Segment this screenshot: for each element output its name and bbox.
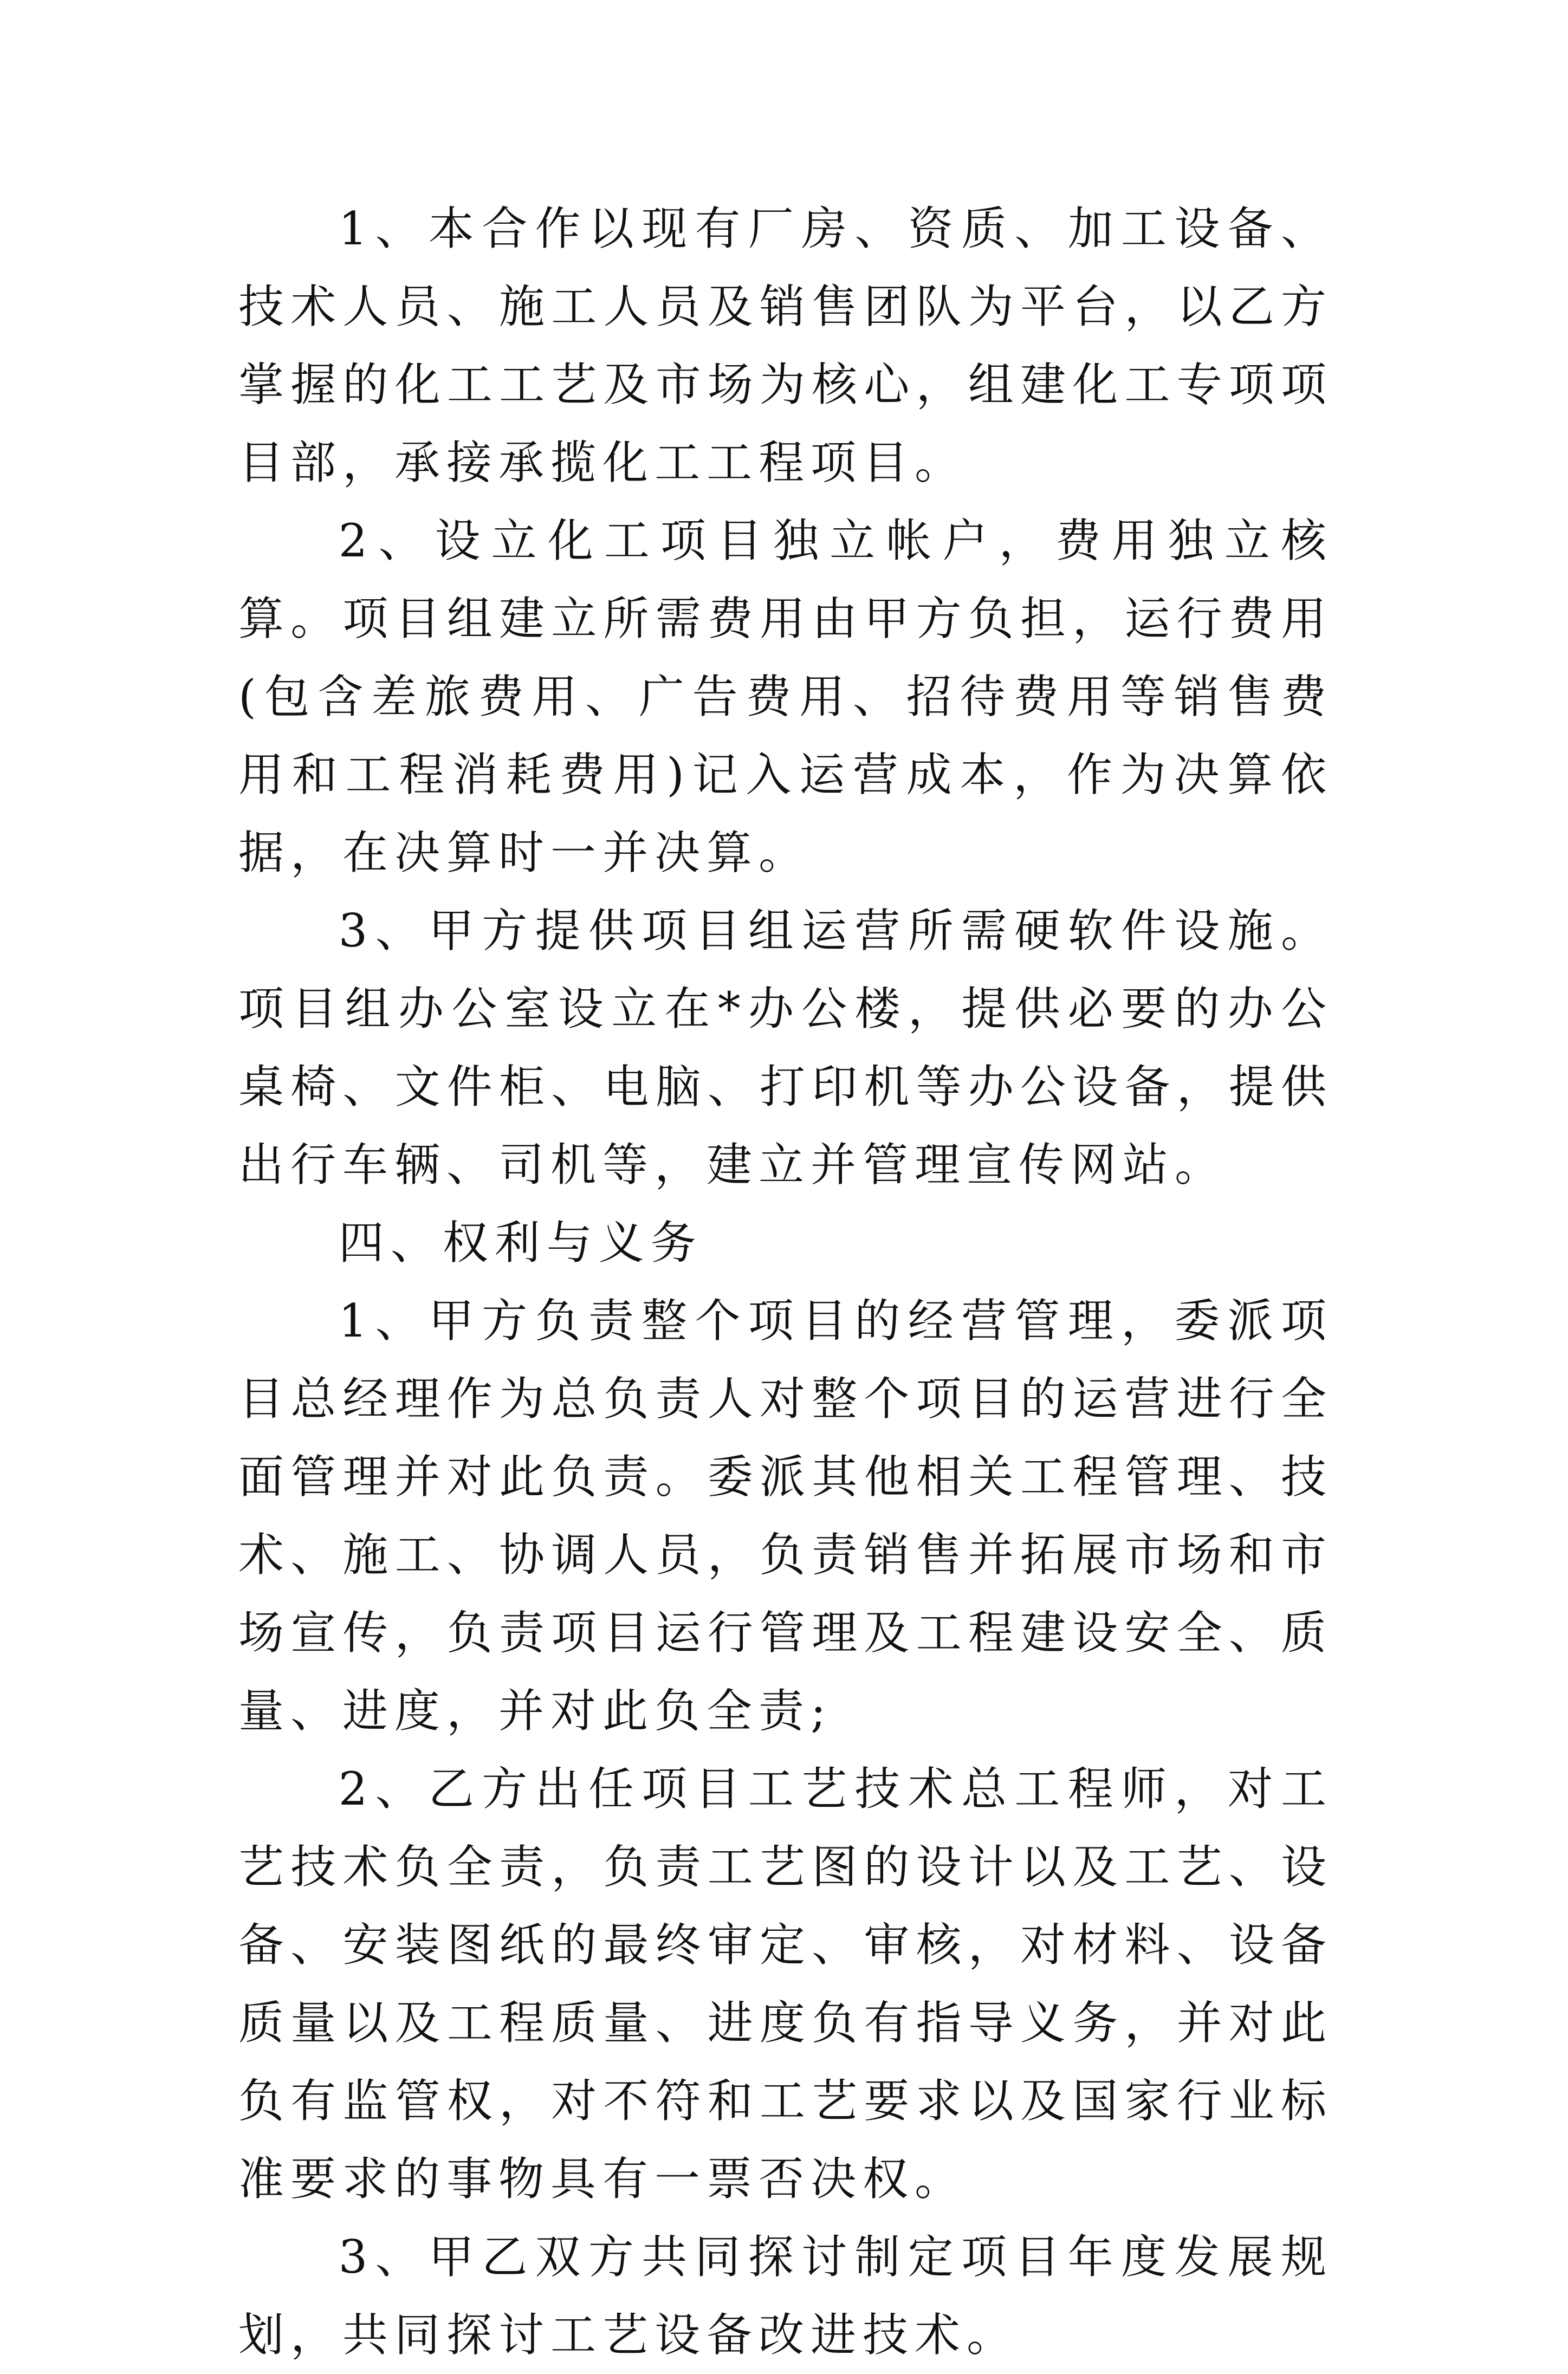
paragraph-3: 3、甲方提供项目组运营所需硬软件设施。项目组办公室设立在*办公楼，提供必要的办公桌椅、文件柜、电脑、打印机等办公设备，提供出行车辆、司机等，建立并管理宣传网站。 (238, 904, 1333, 1191)
document-body (238, 190, 1333, 2374)
section-heading-rights-obligations: 四、权利与义务 (338, 1216, 703, 1269)
paragraph-2: 2、设立化工项目独立帐户，费用独立核算。项目组建立所需费用由甲方负担，运行费用(包含差旅费用、广告费用、招待费用等销售费用和工程消耗费用)记入运营成本，作为决算依据，在决算时一并决算。 (238, 514, 1333, 879)
paragraph-6: 2、乙方出任项目工艺技术总工程师，对工艺技术负全责，负责工艺图的设计以及工艺、设备、安装图纸的最终审定、审核，对材料、设备质量以及工程质量、进度负有指导义务，并对此负有监管权，对不符和工艺要求以及国家行业标准要求的事物具有一票否决权。 (238, 1762, 1333, 2206)
paragraph-7: 3、甲乙双方共同探讨制定项目年度发展规划，共同探讨工艺设备改进技术。 (238, 2230, 1333, 2362)
paragraph-1: 1、本合作以现有厂房、资质、加工设备、技术人员、施工人员及销售团队为平台，以乙方掌握的化工工艺及市场为核心，组建化工专项项目部，承接承揽化工工程项目。 (238, 202, 1333, 489)
paragraph-5: 1、甲方负责整个项目的经营管理，委派项目总经理作为总负责人对整个项目的运营进行全面管理并对此负责。委派其他相关工程管理、技术、施工、协调人员，负责销售并拓展市场和市场宣传，负责项目运行管理及工程建设安全、质量、进度，并对此负全责; (238, 1294, 1333, 1737)
